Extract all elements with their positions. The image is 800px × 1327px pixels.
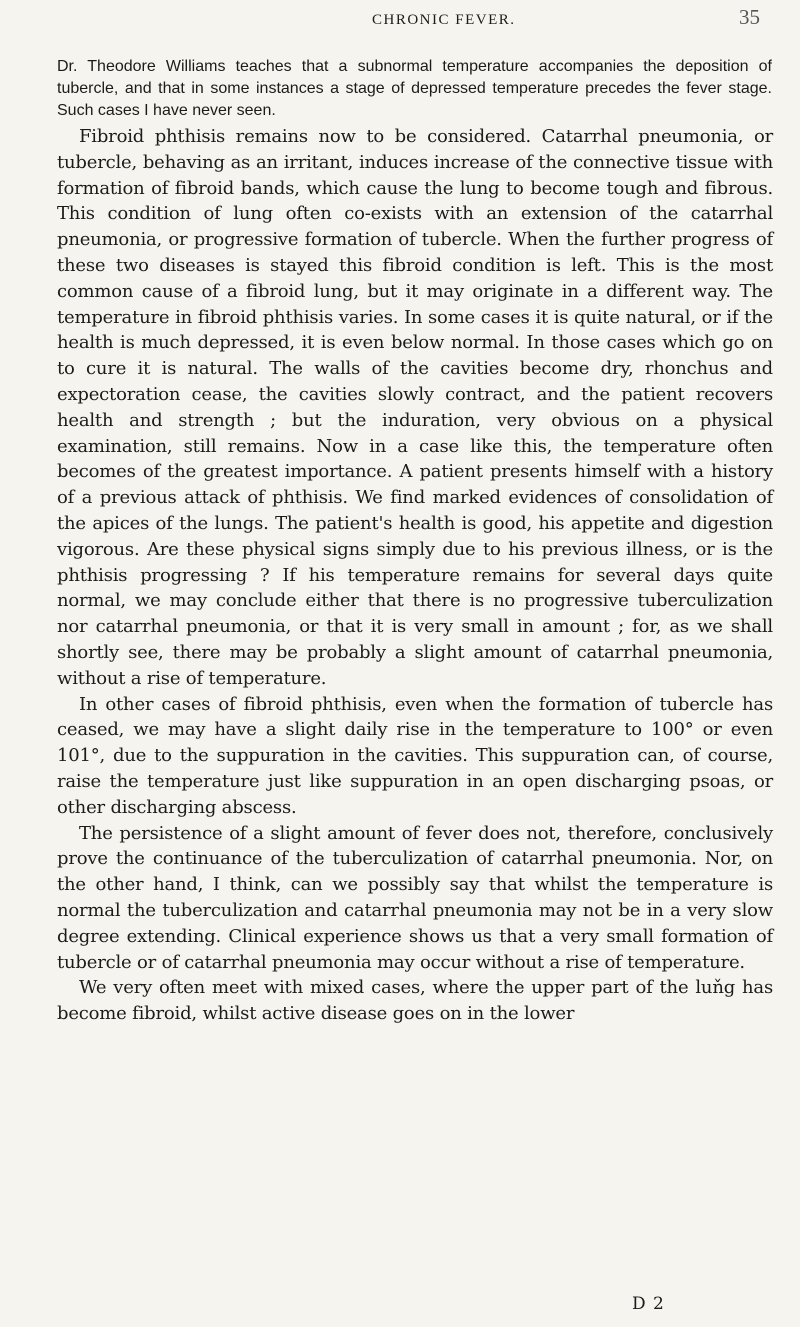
page-number: 35	[739, 5, 760, 29]
running-head	[0, 5, 800, 32]
body-text	[57, 124, 773, 1027]
paragraph-suppuration: In other cases of fibroid phthisis, even when the formation of tubercle has ceased, we may have a slight daily rise in the temperature to 100° or even 101°, due to the suppuration in the cavities. This suppuration can, of course, raise the temperature just like suppuration in an open discharging psoas, or other discharging abscess.	[57, 693, 773, 818]
running-title: CHRONIC FEVER.	[372, 12, 516, 28]
footnote: Dr. Theodore Williams teaches that a subnormal temperature accompanies the deposition of tubercle, and that in some instances a stage of depressed temperature precedes the fever stage. Such cases I have never seen.	[57, 58, 772, 119]
paragraph-mixed-cases: We very often meet with mixed cases, where the upper part of the luňg has become fibroid, whilst active disease goes on in the lower	[57, 977, 773, 1025]
paragraph-fibroid-phthisis: Fibroid phthisis remains now to be considered. Catarrhal pneumonia, or tubercle, behaving as an irritant, induces increase of the connective tissue with formation of fibroid bands, which cause the lung to become tough and fibrous. This condition of lung often co-exists with an extension of the catarrhal pneumonia, or progressive formation of tubercle. When the further progress of these two diseases is stayed this fibroid condition is left. This is the most common cause of a fibroid lung, but it may originate in a different way. The temperature in fibroid phthisis varies. In some cases it is quite natural, or if the health is much depressed, it is even below normal. In those cases which go on to cure it is natural. The walls of the cavities become dry, rhonchus and expectoration cease, the cavities slowly contract, and the patient recovers health and strength ; but the induration, very obvious on a physical examination, still remains. Now in a case like this, the temperature often becomes of the greatest importance. A patient presents himself with a history of a previous attack of phthisis. We find marked evidences of consolidation of the apices of the lungs. The patient's health is good, his appetite and digestion vigorous. Are these physical signs simply due to his previous illness, or is the phthisis progressing ? If his temperature remains for several days quite normal, we may conclude either that there is no progressive tuberculization nor catarrhal pneumonia, or that it is very small in amount ; for, as we shall shortly see, there may be probably a slight amount of catarrhal pneumonia, without a rise of temperature.	[57, 126, 773, 689]
signature-mark: D 2	[632, 1294, 665, 1314]
paragraph-persistence-of-fever: The persistence of a slight amount of fever does not, therefore, conclusively prove the continuance of the tuberculization of catarrhal pneumonia. Nor, on the other hand, I think, can we possibly say that whilst the temperature is normal the tuberculization and catarrhal pneumonia may not be in a very slow degree extending. Clinical experience shows us that a very small formation of tubercle or of catarrhal pneumonia may occur without a rise of temperature.	[57, 822, 773, 973]
